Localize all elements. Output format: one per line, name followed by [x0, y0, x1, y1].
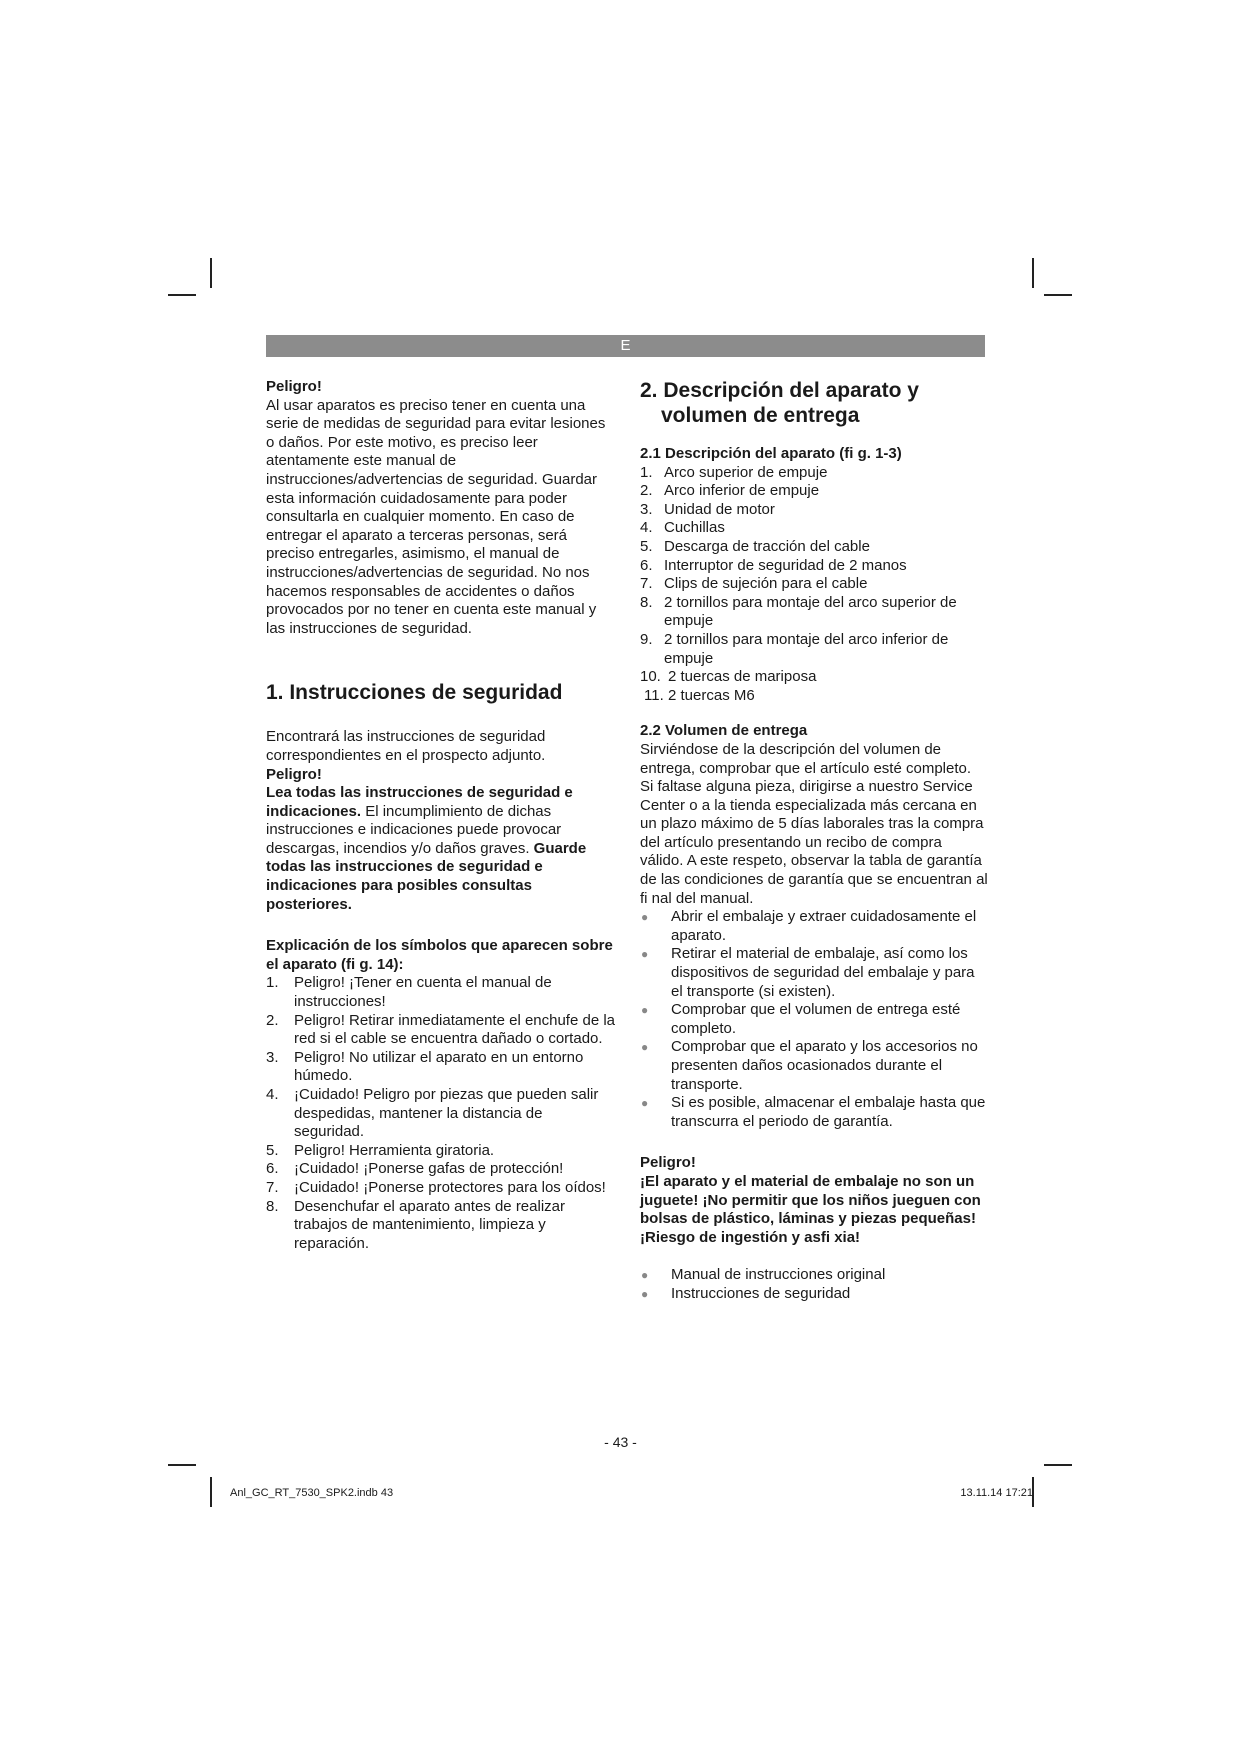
- subsection-heading: 2.1 Descripción del aparato (fi g. 1-3): [640, 445, 902, 462]
- language-code: E: [620, 337, 631, 354]
- language-header-bar: [266, 335, 985, 357]
- right-column: [640, 378, 988, 1304]
- list-item: ● Manual de instrucciones original: [641, 1266, 886, 1284]
- warning-text: El incumplimiento de dichas instrucciones e indicaciones puede provocar descargas, incendios y/o daños graves.: [266, 802, 562, 857]
- crop-mark: [210, 1477, 212, 1507]
- bullet-icon: ●: [641, 1268, 649, 1283]
- list-item: 1. Arco superior de empuje: [640, 463, 828, 481]
- list-item: 9. 2 tornillos para montaje del arco inferior de empuje: [640, 630, 949, 667]
- list-item: 7. ¡Cuidado! ¡Ponerse protectores para los oídos!: [266, 1178, 606, 1196]
- bullet-icon: ●: [641, 1040, 649, 1055]
- left-column: [266, 378, 616, 1253]
- list-item: 4. ¡Cuidado! Peligro por piezas que pueden salir despedidas, mantener la distancia de seguridad.: [266, 1086, 599, 1141]
- list-item: ● Comprobar que el volumen de entrega esté completo.: [641, 1001, 961, 1037]
- list-item: 3. Unidad de motor: [640, 500, 775, 518]
- subsection-body: Sirviéndose de la descripción del volumen de entrega, comprobar que el artículo esté completo. Si faltase alguna pieza, dirigirse a nuestro Service Center o a la tienda especializada más cercana en un plazo máximo de 5 días laborales tras la compra del artículo presentando un recibo de compra válido. A este respeto, observar la tabla de garantía de las condiciones de garantía que se encuentran al fi nal del manual.: [640, 740, 988, 907]
- steps-list: [640, 908, 988, 1131]
- included-list: [640, 1266, 988, 1303]
- crop-mark: [1044, 1464, 1072, 1466]
- crop-mark: [1044, 294, 1072, 296]
- list-item: ● Instrucciones de seguridad: [641, 1284, 851, 1302]
- bullet-icon: ●: [641, 1096, 649, 1111]
- list-item: ● Abrir el embalaje y extraer cuidadosamente el aparato.: [641, 908, 977, 944]
- list-item: 6. ¡Cuidado! ¡Ponerse gafas de protección!: [266, 1160, 564, 1178]
- list-item: ● Retirar el material de embalaje, así como los dispositivos de seguridad del embalaje y para el transporte (si existen).: [641, 945, 975, 1000]
- list-item: 5. Peligro! Herramienta giratoria.: [266, 1141, 495, 1159]
- list-item: ● Comprobar que el aparato y los accesorios no presenten daños ocasionados durante el transporte.: [641, 1038, 978, 1093]
- bullet-icon: ●: [641, 910, 649, 925]
- print-timestamp: 13.11.14 17:21: [960, 1487, 1033, 1499]
- section-heading: 2. Descripción del aparato y volumen de entrega: [640, 379, 919, 427]
- bullet-icon: ●: [641, 1003, 649, 1018]
- list-item: 2. Arco inferior de empuje: [640, 482, 820, 500]
- list-item: 5. Descarga de tracción del cable: [640, 537, 870, 555]
- bullet-icon: ●: [641, 1286, 649, 1301]
- page-number: - 43 -: [604, 1434, 637, 1450]
- list-item: 6. Interruptor de seguridad de 2 manos: [640, 556, 907, 574]
- warning-bold: Lea todas las instrucciones de seguridad e indicaciones.: [266, 784, 573, 820]
- list-item: 8. 2 tornillos para montaje del arco superior de empuje: [640, 593, 957, 630]
- list-item: ● Si es posible, almacenar el embalaje hasta que transcurra el periodo de garantía.: [641, 1094, 986, 1130]
- danger-body: Al usar aparatos es preciso tener en cuenta una serie de medidas de seguridad para evitar lesiones o daños. Por este motivo, es preciso leer atentamente este manual de instrucciones/advertencias de seguridad. Guardar esta información cuidadosamente para poder consultarla en cualquier momento. En caso de entregar el aparato a terceras personas, será preciso entregarles, asimismo, el manual de instrucciones/advertencias de seguridad. No nos hacemos responsables de accidentes o daños provocados por no tener en cuenta este manual y las instrucciones de seguridad.: [266, 396, 606, 637]
- crop-mark: [168, 1464, 196, 1466]
- danger-title: Peligro!: [640, 1154, 696, 1172]
- list-item: 10. 2 tuercas de mariposa: [640, 668, 817, 686]
- warning-bold: Guarde todas las instrucciones de seguridad e indicaciones para posibles consultas posteriores.: [266, 839, 587, 913]
- danger-title: Peligro!: [266, 378, 322, 395]
- section-heading: 1. Instrucciones de seguridad: [266, 681, 563, 705]
- bullet-icon: ●: [641, 947, 649, 962]
- symbols-heading: Explicación de los símbolos que aparecen sobre el aparato (fi g. 14):: [266, 937, 613, 973]
- list-item: 2. Peligro! Retirar inmediatamente el enchufe de la red si el cable se encuentra dañado o cortado.: [266, 1011, 616, 1048]
- crop-mark: [168, 294, 196, 296]
- list-item: 4. Cuchillas: [640, 519, 725, 537]
- list-item: 11. 2 tuercas M6: [644, 686, 755, 704]
- list-item: 8. Desenchufar el aparato antes de realizar trabajos de mantenimiento, limpieza y reparación.: [266, 1197, 565, 1252]
- list-item: 7. Clips de sujeción para el cable: [640, 575, 868, 593]
- crop-mark: [210, 258, 212, 288]
- danger-body: ¡El aparato y el material de embalaje no son un juguete! ¡No permitir que los niños jueguen con bolsas de plástico, láminas y piezas pequeñas! ¡Riesgo de ingestión y asfi xia!: [640, 1172, 981, 1246]
- subsection-heading: 2.2 Volumen de entrega: [640, 722, 808, 740]
- symbols-list: [266, 974, 616, 1253]
- file-name: Anl_GC_RT_7530_SPK2.indb 43: [230, 1487, 394, 1499]
- danger-warning: [266, 784, 616, 914]
- list-item: 1. Peligro! ¡Tener en cuenta el manual de instrucciones!: [266, 974, 552, 1011]
- list-item: 3. Peligro! No utilizar el aparato en un entorno húmedo.: [266, 1048, 584, 1085]
- section-intro: Encontrará las instrucciones de seguridad correspondientes en el prospecto adjunto.: [266, 728, 546, 764]
- crop-mark: [1032, 258, 1034, 288]
- danger-title: Peligro!: [266, 765, 322, 783]
- parts-list: [640, 464, 988, 706]
